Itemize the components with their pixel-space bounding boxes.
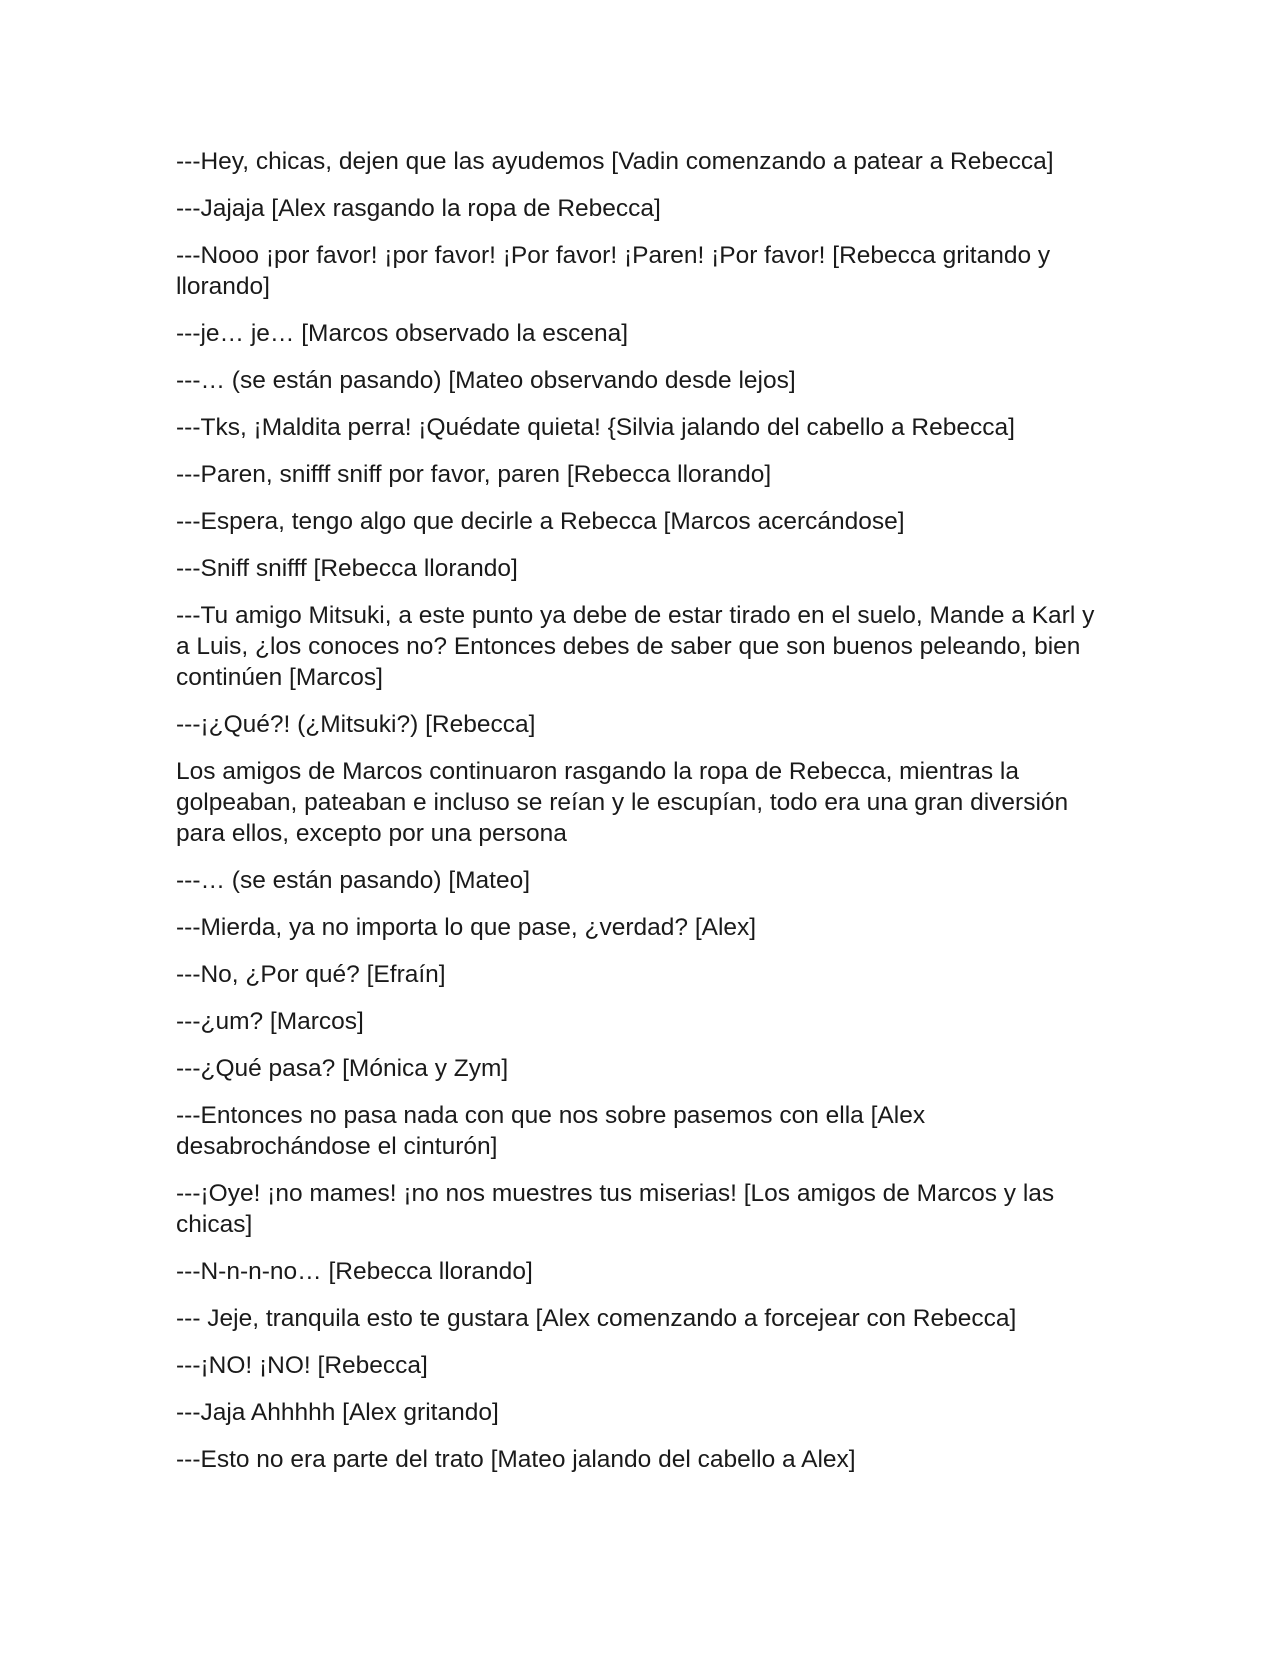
dialogue-line: ---Hey, chicas, dejen que las ayudemos [Vadin comenzando a patear a Rebecca] (176, 148, 1054, 175)
dialogue-line: ---¡NO! ¡NO! [Rebecca] (176, 1352, 428, 1379)
dialogue-line: ---Paren, snifff sniff por favor, paren [Rebecca llorando] (176, 461, 772, 488)
dialogue-line: ---Esto no era parte del trato [Mateo jalando del cabello a Alex] (176, 1446, 856, 1473)
dialogue-line: ---Mierda, ya no importa lo que pase, ¿verdad? [Alex] (176, 914, 757, 941)
dialogue-line: ---¿um? [Marcos] (176, 1008, 364, 1035)
dialogue-line: ---Nooo ¡por favor! ¡por favor! ¡Por favor! ¡Paren! ¡Por favor! [Rebecca gritando y llorando] (176, 242, 1051, 300)
dialogue-line: ---Jaja Ahhhhh [Alex gritando] (176, 1399, 499, 1426)
dialogue-line: ---Sniff snifff [Rebecca llorando] (176, 555, 518, 582)
dialogue-line: ---¡¿Qué?! (¿Mitsuki?) [Rebecca] (176, 711, 536, 738)
dialogue-line: ---… (se están pasando) [Mateo] (176, 867, 531, 894)
narrative-paragraph: Los amigos de Marcos continuaron rasgando la ropa de Rebecca, mientras la golpeaban, pateaban e incluso se reían y le escupían, todo era una gran diversión para ellos, excepto por una persona (176, 758, 1069, 847)
dialogue-line: ---Tu amigo Mitsuki, a este punto ya debe de estar tirado en el suelo, Mande a Karl y a Luis, ¿los conoces no? Entonces debes de saber que son buenos peleando, bien continúen [Marcos] (176, 602, 1095, 691)
dialogue-line: ---¿Qué pasa? [Mónica y Zym] (176, 1055, 509, 1082)
document-body (176, 146, 1106, 1491)
dialogue-line: --- Jeje, tranquila esto te gustara [Alex comenzando a forcejear con Rebecca] (176, 1305, 1017, 1332)
dialogue-line: ---No, ¿Por qué? [Efraín] (176, 961, 446, 988)
dialogue-line: ---Jajaja [Alex rasgando la ropa de Rebecca] (176, 195, 661, 222)
dialogue-line: ---Tks, ¡Maldita perra! ¡Quédate quieta! {Silvia jalando del cabello a Rebecca] (176, 414, 1015, 441)
dialogue-line: ---Entonces no pasa nada con que nos sobre pasemos con ella [Alex desabrochándose el cinturón] (176, 1102, 926, 1160)
dialogue-line: ---je… je… [Marcos observado la escena] (176, 320, 629, 347)
dialogue-line: ---… (se están pasando) [Mateo observando desde lejos] (176, 367, 796, 394)
dialogue-line: ---N-n-n-no… [Rebecca llorando] (176, 1258, 533, 1285)
dialogue-line: ---Espera, tengo algo que decirle a Rebecca [Marcos acercándose] (176, 508, 905, 535)
dialogue-line: ---¡Oye! ¡no mames! ¡no nos muestres tus miserias! [Los amigos de Marcos y las chicas] (176, 1180, 1055, 1238)
